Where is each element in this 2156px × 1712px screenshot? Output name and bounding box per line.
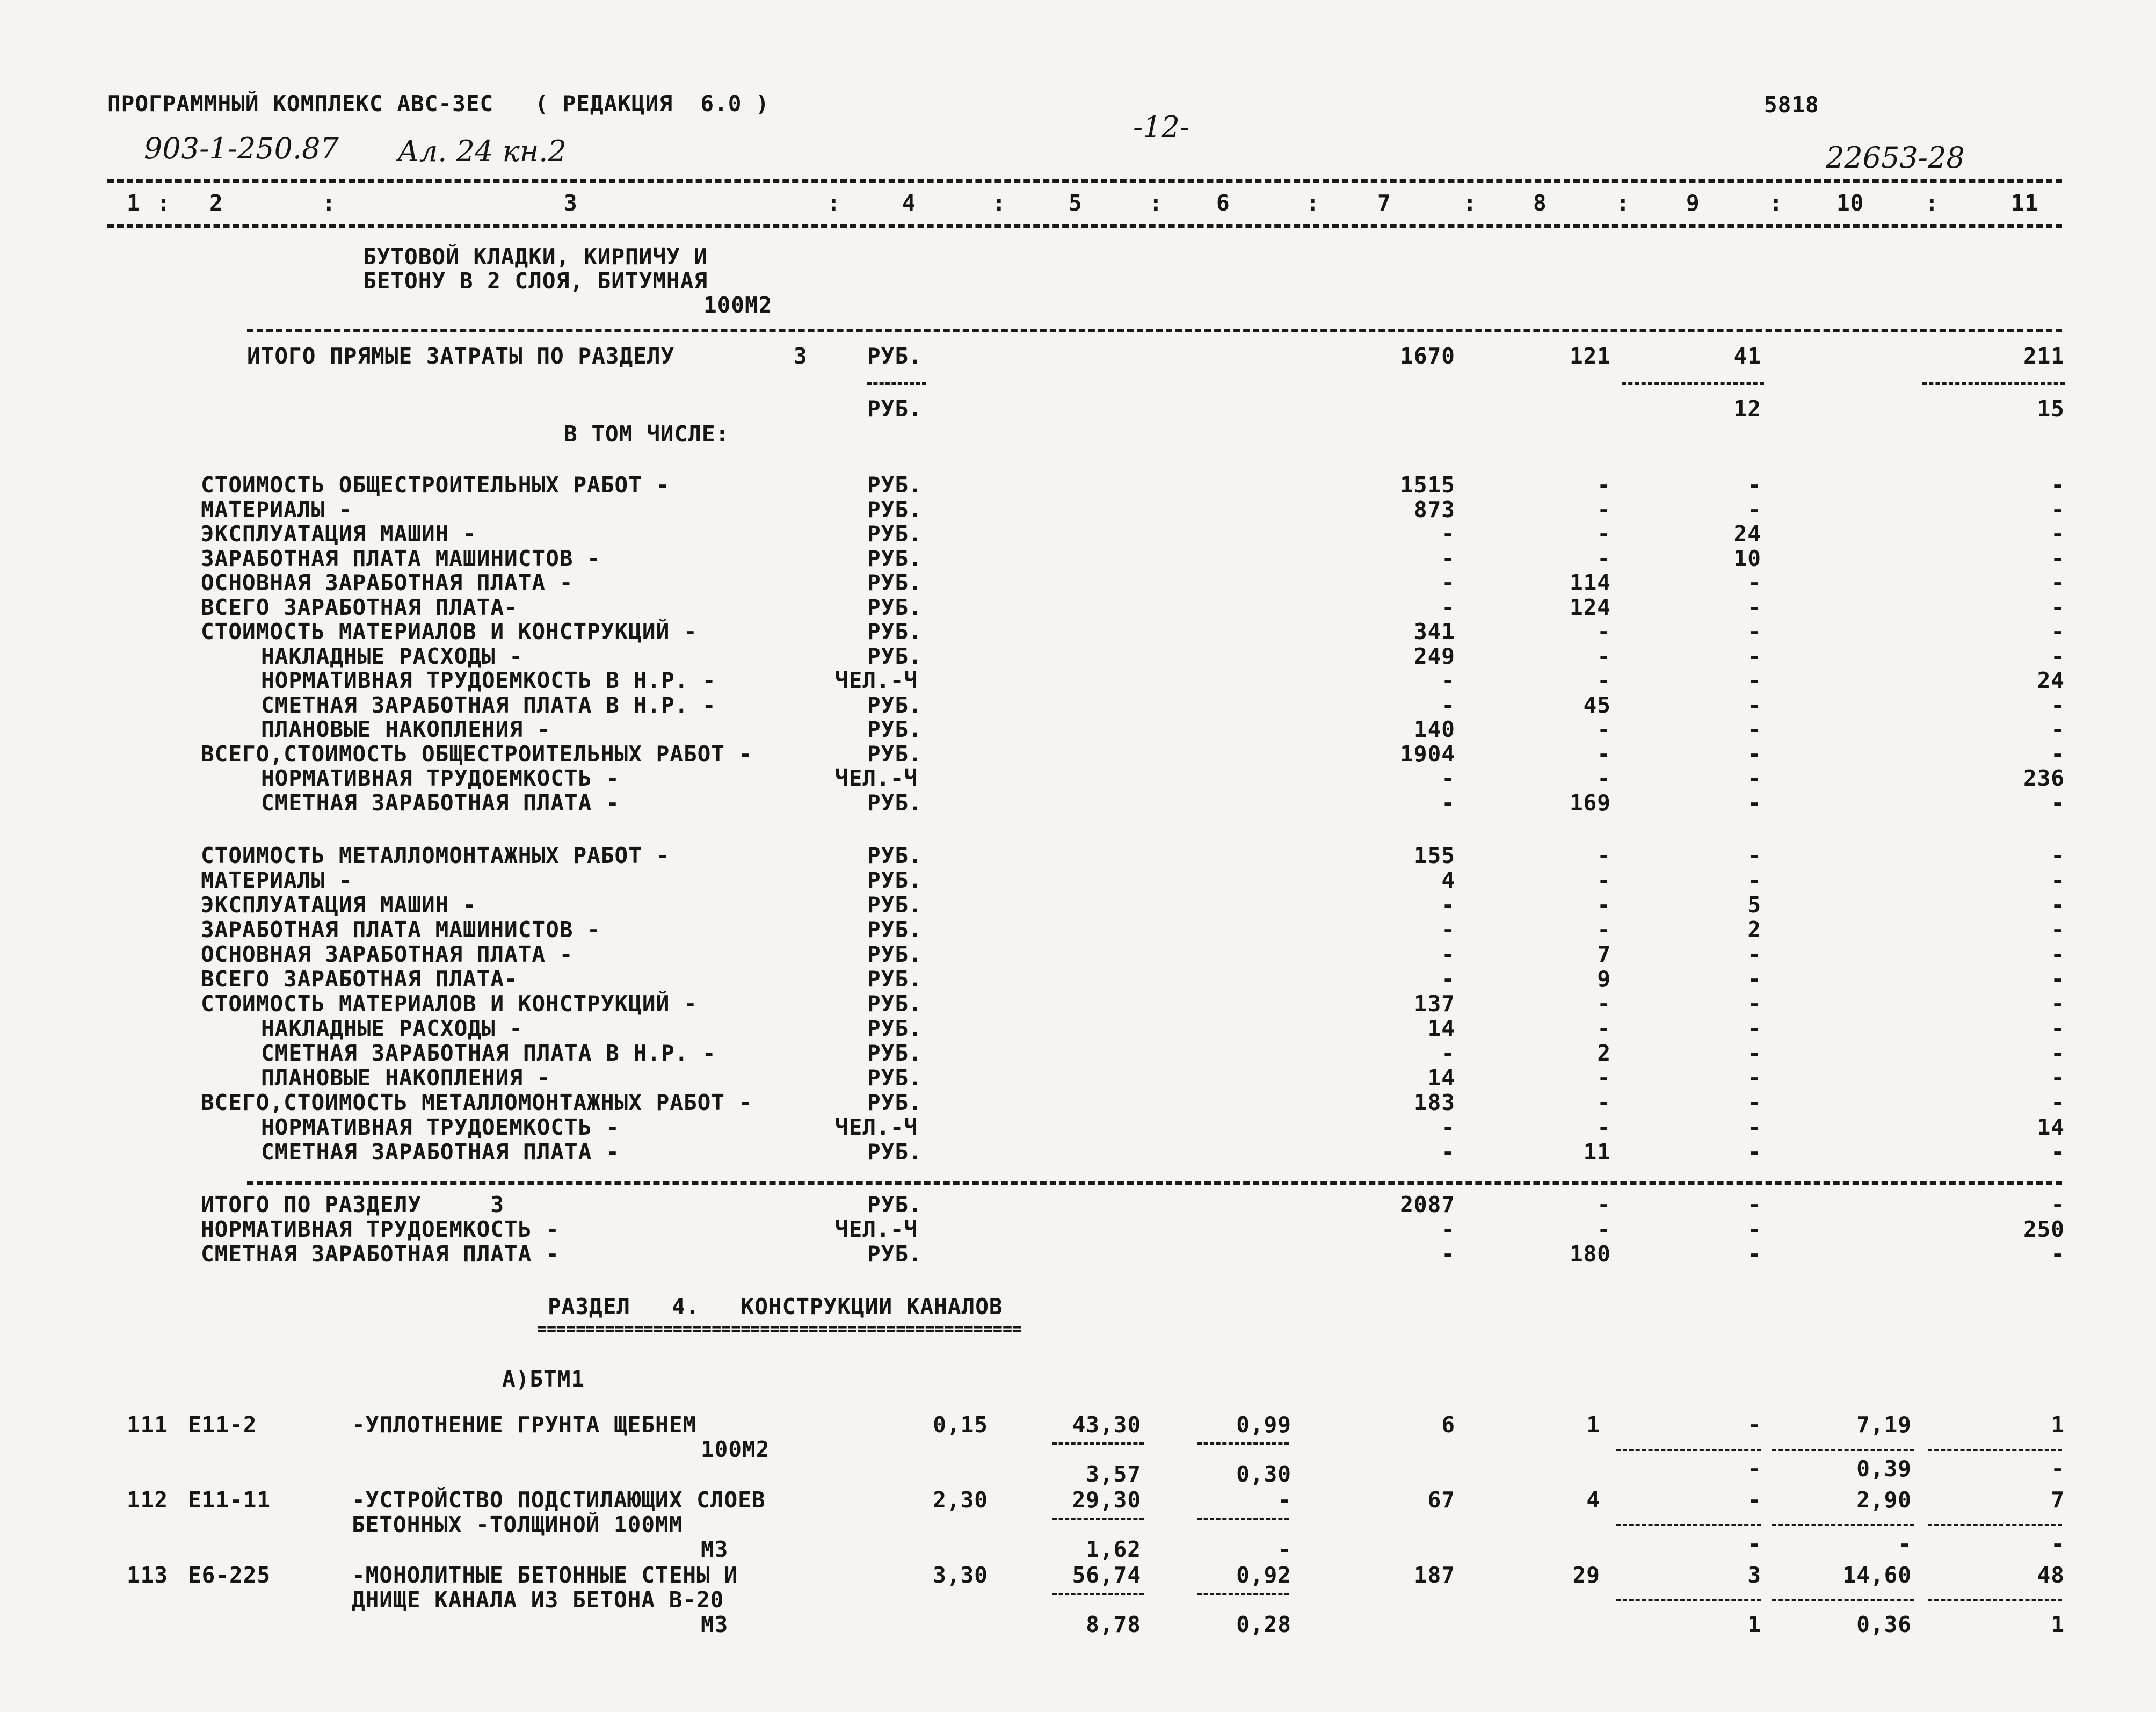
summary-col8: 2 bbox=[1597, 1040, 1611, 1066]
col-header-7: 7 bbox=[1377, 190, 1391, 216]
summary-unit: РУБ. bbox=[867, 496, 923, 523]
summary-col7: - bbox=[1441, 1139, 1455, 1165]
item-name-line: М3 bbox=[701, 1612, 729, 1637]
summary-col11: - bbox=[2051, 1241, 2065, 1267]
summary-col11: 236 bbox=[2023, 765, 2065, 791]
summary-col9: - bbox=[1747, 668, 1761, 693]
summary-col7: 14 bbox=[1427, 1065, 1455, 1091]
summary-col11: - bbox=[2051, 496, 2065, 523]
summary-unit: ЧЕЛ.-Ч bbox=[835, 765, 918, 791]
subtotal-dash bbox=[1197, 1593, 1289, 1595]
summary-col11: - bbox=[2051, 1065, 2065, 1091]
col-sep: : bbox=[1149, 190, 1163, 216]
summary-unit: РУБ. bbox=[867, 472, 923, 498]
summary-col8: - bbox=[1597, 741, 1611, 767]
summary-col11: - bbox=[2051, 966, 2065, 992]
summary-col9: - bbox=[1747, 496, 1761, 523]
summary-col7: - bbox=[1441, 1114, 1455, 1140]
direct-costs-col7: 1670 bbox=[1400, 343, 1455, 369]
unit-underline bbox=[867, 382, 926, 385]
header-rule-bottom bbox=[107, 224, 2062, 228]
item-col10-sub: 0,39 bbox=[1856, 1456, 1912, 1482]
summary-label: СМЕТНАЯ ЗАРАБОТНАЯ ПЛАТА - bbox=[261, 789, 620, 816]
summary-unit: РУБ. bbox=[867, 917, 923, 942]
summary-col8: 9 bbox=[1597, 966, 1611, 992]
item-col6-sub: 0,30 bbox=[1236, 1461, 1291, 1487]
section-total-rule bbox=[247, 1181, 2062, 1185]
summary-col11: - bbox=[2051, 716, 2065, 742]
summary-col9: - bbox=[1747, 1114, 1761, 1140]
summary-label: НОРМАТИВНАЯ ТРУДОЕМКОСТЬ В Н.Р. - bbox=[261, 668, 716, 693]
summary-label: СМЕТНАЯ ЗАРАБОТНАЯ ПЛАТА - bbox=[201, 1241, 560, 1267]
summary-col8: - bbox=[1597, 472, 1611, 498]
subtotal-dash bbox=[1928, 1524, 2062, 1526]
including-heading: В ТОМ ЧИСЛЕ: bbox=[564, 421, 730, 447]
item-col9-sub: - bbox=[1747, 1531, 1761, 1557]
summary-label: СТОИМОСТЬ МАТЕРИАЛОВ И КОНСТРУКЦИЙ - bbox=[201, 619, 698, 644]
summary-label: НАКЛАДНЫЕ РАСХОДЫ - bbox=[261, 643, 523, 669]
summary-unit: РУБ. bbox=[867, 1241, 923, 1267]
summary-label: ПЛАНОВЫЕ НАКОПЛЕНИЯ - bbox=[261, 1065, 551, 1091]
summary-col8: - bbox=[1597, 765, 1611, 791]
item-col9-sub: - bbox=[1747, 1456, 1761, 1482]
summary-col7: - bbox=[1441, 892, 1455, 918]
summary-label: ЭКСПЛУАТАЦИЯ МАШИН - bbox=[201, 521, 477, 547]
summary-unit: РУБ. bbox=[867, 1139, 923, 1165]
summary-unit: РУБ. bbox=[867, 741, 923, 767]
item-col10-sub: - bbox=[1898, 1531, 1912, 1557]
summary-col7: 341 bbox=[1413, 619, 1455, 644]
subtotal-dash bbox=[1052, 1518, 1144, 1520]
summary-unit: РУБ. bbox=[867, 643, 923, 669]
summary-col8: - bbox=[1597, 668, 1611, 693]
summary-col8: - bbox=[1597, 1090, 1611, 1115]
summary-col11: - bbox=[2051, 1040, 2065, 1066]
summary-unit: РУБ. bbox=[867, 892, 923, 918]
summary-col7: - bbox=[1441, 545, 1455, 571]
summary-label: ВСЕГО ЗАРАБОТНАЯ ПЛАТА- bbox=[201, 966, 518, 992]
col-header-1: 1 bbox=[127, 190, 141, 216]
summary-label: ОСНОВНАЯ ЗАРАБОТНАЯ ПЛАТА - bbox=[201, 570, 574, 596]
direct-costs-col9-b: 12 bbox=[1733, 396, 1761, 422]
summary-col7: 873 bbox=[1413, 496, 1455, 523]
col-header-10: 10 bbox=[1836, 190, 1864, 216]
section-4-title: РАЗДЕЛ 4. КОНСТРУКЦИИ КАНАЛОВ bbox=[548, 1294, 1003, 1319]
summary-col7: - bbox=[1441, 692, 1455, 718]
summary-col11: 14 bbox=[2037, 1114, 2065, 1140]
item-col4: 3,30 bbox=[933, 1562, 988, 1588]
item-col7: 6 bbox=[1441, 1412, 1455, 1438]
summary-col7: 2087 bbox=[1400, 1192, 1455, 1217]
item-col5: 29,30 bbox=[1072, 1487, 1141, 1513]
item-col4: 0,15 bbox=[933, 1412, 988, 1438]
summary-col9: - bbox=[1747, 765, 1761, 791]
summary-col11: - bbox=[2051, 1015, 2065, 1041]
summary-label: ЗАРАБОТНАЯ ПЛАТА МАШИНИСТОВ - bbox=[201, 917, 601, 942]
summary-col9: - bbox=[1747, 570, 1761, 596]
summary-col7: - bbox=[1441, 594, 1455, 620]
summary-col7: 140 bbox=[1413, 716, 1455, 742]
item-col11: 1 bbox=[2051, 1412, 2065, 1438]
summary-label: ПЛАНОВЫЕ НАКОПЛЕНИЯ - bbox=[261, 716, 551, 742]
summary-col11: - bbox=[2051, 545, 2065, 571]
summary-col11: - bbox=[2051, 843, 2065, 868]
direct-costs-section: 3 bbox=[794, 343, 808, 369]
summary-col8: - bbox=[1597, 867, 1611, 893]
col-header-2: 2 bbox=[209, 190, 223, 216]
summary-col8: - bbox=[1597, 716, 1611, 742]
summary-col11: - bbox=[2051, 991, 2065, 1017]
summary-label: СТОИМОСТЬ МЕТАЛЛОМОНТАЖНЫХ РАБОТ - bbox=[201, 843, 670, 868]
summary-col9: - bbox=[1747, 991, 1761, 1017]
item-col6: - bbox=[1277, 1487, 1291, 1513]
item-col8: 29 bbox=[1572, 1562, 1600, 1588]
summary-col11: - bbox=[2051, 594, 2065, 620]
item-col7: 67 bbox=[1427, 1487, 1455, 1513]
direct-costs-col8: 121 bbox=[1569, 343, 1611, 369]
summary-col8: 124 bbox=[1569, 594, 1611, 620]
item-col5-sub: 3,57 bbox=[1086, 1461, 1141, 1487]
continuation-line-1: БУТОВОЙ КЛАДКИ, КИРПИЧУ И bbox=[363, 244, 708, 270]
col-sep: : bbox=[827, 190, 841, 216]
summary-col7: - bbox=[1441, 789, 1455, 816]
summary-col8: - bbox=[1597, 843, 1611, 868]
section-4-underline: ================================================== bbox=[537, 1320, 1022, 1339]
item-name-line: -МОНОЛИТНЫЕ БЕТОННЫЕ СТЕНЫ И bbox=[352, 1562, 738, 1588]
summary-col11: - bbox=[2051, 789, 2065, 816]
summary-col8: - bbox=[1597, 545, 1611, 571]
summary-col7: 1515 bbox=[1400, 472, 1455, 498]
item-col11: 7 bbox=[2051, 1487, 2065, 1513]
summary-unit: РУБ. bbox=[867, 1090, 923, 1115]
summary-col11: - bbox=[2051, 570, 2065, 596]
document-code: 5818 bbox=[1764, 92, 1819, 118]
col-sep: : bbox=[1463, 190, 1477, 216]
summary-col11: - bbox=[2051, 1139, 2065, 1165]
item-code: Е11-2 bbox=[188, 1412, 257, 1438]
summary-col8: 169 bbox=[1569, 789, 1611, 816]
summary-unit: РУБ. bbox=[867, 716, 923, 742]
summary-col9: - bbox=[1747, 1015, 1761, 1041]
summary-label: ВСЕГО ЗАРАБОТНАЯ ПЛАТА- bbox=[201, 594, 518, 620]
item-col4: 2,30 bbox=[933, 1487, 988, 1513]
item-col6-sub: 0,28 bbox=[1236, 1612, 1291, 1637]
col-sep: : bbox=[1616, 190, 1630, 216]
summary-unit: РУБ. bbox=[867, 619, 923, 644]
summary-col9: - bbox=[1747, 1241, 1761, 1267]
summary-col11: - bbox=[2051, 941, 2065, 967]
summary-label: НОРМАТИВНАЯ ТРУДОЕМКОСТЬ - bbox=[261, 765, 620, 791]
summary-col9: - bbox=[1747, 789, 1761, 816]
item-col9-sub: 1 bbox=[1747, 1612, 1761, 1637]
summary-col9: - bbox=[1747, 741, 1761, 767]
item-col10: 7,19 bbox=[1856, 1412, 1912, 1438]
summary-col11: - bbox=[2051, 1192, 2065, 1217]
summary-col9: - bbox=[1747, 1090, 1761, 1115]
summary-col8: - bbox=[1597, 1216, 1611, 1242]
continuation-unit: 100М2 bbox=[703, 292, 773, 318]
item-col5-sub: 1,62 bbox=[1086, 1536, 1141, 1562]
item-col11-sub: - bbox=[2051, 1456, 2065, 1482]
item-col5: 56,74 bbox=[1072, 1562, 1141, 1588]
subtotal-dash bbox=[1197, 1442, 1289, 1445]
summary-col11: - bbox=[2051, 521, 2065, 547]
direct-costs-rule bbox=[247, 329, 2062, 332]
summary-col9: - bbox=[1747, 1065, 1761, 1091]
direct-costs-col9: 41 bbox=[1733, 343, 1761, 369]
summary-unit: РУБ. bbox=[867, 789, 923, 816]
summary-col11: - bbox=[2051, 472, 2065, 498]
section-4-subheading: А)БТМ1 bbox=[502, 1366, 585, 1392]
summary-col9: - bbox=[1747, 692, 1761, 718]
item-name-line: ДНИЩЕ КАНАЛА ИЗ БЕТОНА В-20 bbox=[352, 1587, 724, 1613]
direct-costs-unit-2: РУБ. bbox=[867, 396, 923, 422]
summary-unit: РУБ. bbox=[867, 867, 923, 893]
summary-col7: 249 bbox=[1413, 643, 1455, 669]
subtotal-dash bbox=[1928, 1449, 2062, 1451]
summary-col8: - bbox=[1597, 1192, 1611, 1217]
item-col7: 187 bbox=[1413, 1562, 1455, 1588]
summary-col8: - bbox=[1597, 917, 1611, 942]
summary-col7: - bbox=[1441, 941, 1455, 967]
summary-col9: - bbox=[1747, 1040, 1761, 1066]
summary-col8: 11 bbox=[1583, 1139, 1611, 1165]
handwritten-album-number: Ал. 24 кн.2 bbox=[397, 134, 567, 168]
item-number: 111 bbox=[127, 1412, 169, 1438]
summary-col7: - bbox=[1441, 1040, 1455, 1066]
summary-label: ЗАРАБОТНАЯ ПЛАТА МАШИНИСТОВ - bbox=[201, 545, 601, 571]
summary-col7: 183 bbox=[1413, 1090, 1455, 1115]
summary-unit: РУБ. bbox=[867, 545, 923, 571]
summary-unit: РУБ. bbox=[867, 594, 923, 620]
summary-col11: - bbox=[2051, 892, 2065, 918]
summary-label: МАТЕРИАЛЫ - bbox=[201, 496, 353, 523]
summary-col7: - bbox=[1441, 570, 1455, 596]
summary-col8: 114 bbox=[1569, 570, 1611, 596]
item-name-line: -УСТРОЙСТВО ПОДСТИЛАЮЩИХ СЛОЕВ bbox=[352, 1487, 766, 1513]
summary-col8: - bbox=[1597, 1114, 1611, 1140]
summary-col11: - bbox=[2051, 643, 2065, 669]
subtotal-dash bbox=[1616, 1524, 1761, 1526]
summary-col7: - bbox=[1441, 1216, 1455, 1242]
item-col6: 0,92 bbox=[1236, 1562, 1291, 1588]
direct-costs-col11: 211 bbox=[2023, 343, 2065, 369]
col-header-3: 3 bbox=[564, 190, 578, 216]
summary-col9: - bbox=[1747, 716, 1761, 742]
summary-col8: 180 bbox=[1569, 1241, 1611, 1267]
summary-col8: - bbox=[1597, 991, 1611, 1017]
summary-col7: - bbox=[1441, 1241, 1455, 1267]
item-code: Е11-11 bbox=[188, 1487, 271, 1513]
summary-col7: 155 bbox=[1413, 843, 1455, 868]
summary-label: НАКЛАДНЫЕ РАСХОДЫ - bbox=[261, 1015, 523, 1041]
col-header-5: 5 bbox=[1069, 190, 1083, 216]
summary-col11: - bbox=[2051, 867, 2065, 893]
summary-label: МАТЕРИАЛЫ - bbox=[201, 867, 353, 893]
subtotal-dash bbox=[1616, 1599, 1761, 1601]
summary-col9: - bbox=[1747, 472, 1761, 498]
summary-col9: - bbox=[1747, 1216, 1761, 1242]
col-sep: : bbox=[322, 190, 336, 216]
summary-unit: РУБ. bbox=[867, 1040, 923, 1066]
item-col9: - bbox=[1747, 1487, 1761, 1513]
summary-unit: ЧЕЛ.-Ч bbox=[835, 1216, 918, 1242]
subtotal-dash bbox=[1772, 1599, 1914, 1601]
direct-costs-unit: РУБ. bbox=[867, 343, 923, 369]
summary-col9: - bbox=[1747, 1139, 1761, 1165]
item-col10-sub: 0,36 bbox=[1856, 1612, 1912, 1637]
summary-label: СТОИМОСТЬ ОБЩЕСТРОИТЕЛЬНЫХ РАБОТ - bbox=[201, 472, 670, 498]
summary-unit: РУБ. bbox=[867, 966, 923, 992]
item-name-line: БЕТОННЫХ -ТОЛЩИНОЙ 100ММ bbox=[352, 1512, 683, 1537]
summary-col8: - bbox=[1597, 521, 1611, 547]
subtotal-dash bbox=[1772, 1524, 1914, 1526]
item-col6: 0,99 bbox=[1236, 1412, 1291, 1438]
summary-col9: - bbox=[1747, 594, 1761, 620]
item-col9: - bbox=[1747, 1412, 1761, 1438]
item-col5: 43,30 bbox=[1072, 1412, 1141, 1438]
summary-unit: РУБ. bbox=[867, 991, 923, 1017]
item-number: 113 bbox=[127, 1562, 169, 1588]
item-col9: 3 bbox=[1747, 1562, 1761, 1588]
summary-label: ВСЕГО,СТОИМОСТЬ ОБЩЕСТРОИТЕЛЬНЫХ РАБОТ - bbox=[201, 741, 753, 767]
summary-unit: РУБ. bbox=[867, 941, 923, 967]
subtotal-dash bbox=[1772, 1449, 1914, 1451]
item-col8: 4 bbox=[1586, 1487, 1600, 1513]
subtotal-dash bbox=[1052, 1593, 1144, 1595]
program-header: ПРОГРАММНЫЙ КОМПЛЕКС АВС-3ЕС ( РЕДАКЦИЯ 6.0 ) bbox=[107, 91, 770, 117]
summary-label: СТОИМОСТЬ МАТЕРИАЛОВ И КОНСТРУКЦИЙ - bbox=[201, 991, 698, 1017]
summary-col11: - bbox=[2051, 619, 2065, 644]
col-header-4: 4 bbox=[902, 190, 916, 216]
summary-col8: - bbox=[1597, 496, 1611, 523]
summary-col9: - bbox=[1747, 643, 1761, 669]
summary-col9: 5 bbox=[1747, 892, 1761, 918]
summary-col7: - bbox=[1441, 765, 1455, 791]
summary-col7: - bbox=[1441, 668, 1455, 693]
col-sep: : bbox=[992, 190, 1006, 216]
item-name-line: 100М2 bbox=[701, 1437, 770, 1462]
subtotal-dash bbox=[1616, 1449, 1761, 1451]
item-code: Е6-225 bbox=[188, 1562, 271, 1588]
col-sep: : bbox=[1306, 190, 1320, 216]
col-header-8: 8 bbox=[1533, 190, 1547, 216]
summary-col8: - bbox=[1597, 1015, 1611, 1041]
item-name-line: -УПЛОТНЕНИЕ ГРУНТА ЩЕБНЕМ bbox=[352, 1412, 697, 1438]
summary-col8: - bbox=[1597, 619, 1611, 644]
summary-col11: - bbox=[2051, 1090, 2065, 1115]
handwritten-project-number: 903-1-250.87 bbox=[144, 132, 339, 165]
subtotal-dash bbox=[1197, 1518, 1289, 1520]
item-col11: 48 bbox=[2037, 1562, 2065, 1588]
summary-col9: - bbox=[1747, 619, 1761, 644]
summary-col8: - bbox=[1597, 643, 1611, 669]
summary-col11: - bbox=[2051, 917, 2065, 942]
summary-col7: - bbox=[1441, 521, 1455, 547]
page-number: -12- bbox=[1133, 110, 1190, 144]
summary-col9: - bbox=[1747, 966, 1761, 992]
summary-col9: 2 bbox=[1747, 917, 1761, 942]
col-header-11: 11 bbox=[2011, 190, 2039, 216]
summary-col11: - bbox=[2051, 692, 2065, 718]
summary-col8: 7 bbox=[1597, 941, 1611, 967]
item-col11-sub: 1 bbox=[2051, 1612, 2065, 1637]
summary-col7: 14 bbox=[1427, 1015, 1455, 1041]
header-rule-top bbox=[107, 179, 2062, 183]
summary-col8: - bbox=[1597, 892, 1611, 918]
summary-col9: - bbox=[1747, 941, 1761, 967]
summary-label: ВСЕГО,СТОИМОСТЬ МЕТАЛЛОМОНТАЖНЫХ РАБОТ - bbox=[201, 1090, 753, 1115]
col11-underline bbox=[1922, 382, 2065, 385]
summary-col9: 10 bbox=[1733, 545, 1761, 571]
summary-col11: - bbox=[2051, 741, 2065, 767]
summary-unit: РУБ. bbox=[867, 570, 923, 596]
summary-col11: 24 bbox=[2037, 668, 2065, 693]
summary-col11: 250 bbox=[2023, 1216, 2065, 1242]
summary-label: НОРМАТИВНАЯ ТРУДОЕМКОСТЬ - bbox=[201, 1216, 560, 1242]
item-name-line: М3 bbox=[701, 1536, 729, 1562]
col-header-9: 9 bbox=[1686, 190, 1700, 216]
direct-costs-col11-b: 15 bbox=[2037, 396, 2065, 422]
summary-label: ЭКСПЛУАТАЦИЯ МАШИН - bbox=[201, 892, 477, 918]
summary-unit: ЧЕЛ.-Ч bbox=[835, 1114, 918, 1140]
continuation-line-2: БЕТОНУ В 2 СЛОЯ, БИТУМНАЯ bbox=[363, 268, 708, 294]
summary-unit: РУБ. bbox=[867, 1015, 923, 1041]
summary-col8: 45 bbox=[1583, 692, 1611, 718]
summary-col7: 4 bbox=[1441, 867, 1455, 893]
summary-label: ОСНОВНАЯ ЗАРАБОТНАЯ ПЛАТА - bbox=[201, 941, 574, 967]
summary-col9: 24 bbox=[1733, 521, 1761, 547]
summary-col7: 137 bbox=[1413, 991, 1455, 1017]
col-header-6: 6 bbox=[1216, 190, 1230, 216]
summary-col7: - bbox=[1441, 917, 1455, 942]
item-col6-sub: - bbox=[1277, 1536, 1291, 1562]
subtotal-dash bbox=[1928, 1599, 2062, 1601]
summary-label: СМЕТНАЯ ЗАРАБОТНАЯ ПЛАТА - bbox=[261, 1139, 620, 1165]
summary-unit: РУБ. bbox=[867, 1192, 923, 1217]
summary-label: НОРМАТИВНАЯ ТРУДОЕМКОСТЬ - bbox=[261, 1114, 620, 1140]
item-col5-sub: 8,78 bbox=[1086, 1612, 1141, 1637]
col9-underline bbox=[1622, 382, 1764, 385]
item-col8: 1 bbox=[1586, 1412, 1600, 1438]
col-sep: : bbox=[157, 190, 171, 216]
subtotal-dash bbox=[1052, 1442, 1144, 1445]
summary-label: СМЕТНАЯ ЗАРАБОТНАЯ ПЛАТА В Н.Р. - bbox=[261, 692, 716, 718]
summary-label: СМЕТНАЯ ЗАРАБОТНАЯ ПЛАТА В Н.Р. - bbox=[261, 1040, 716, 1066]
summary-unit: ЧЕЛ.-Ч bbox=[835, 668, 918, 693]
handwritten-order-number: 22653-28 bbox=[1826, 141, 1965, 175]
col-sep: : bbox=[1769, 190, 1783, 216]
direct-costs-label: ИТОГО ПРЯМЫЕ ЗАТРАТЫ ПО РАЗДЕЛУ bbox=[247, 343, 675, 369]
summary-col9: - bbox=[1747, 843, 1761, 868]
summary-col9: - bbox=[1747, 867, 1761, 893]
summary-col9: - bbox=[1747, 1192, 1761, 1217]
summary-unit: РУБ. bbox=[867, 692, 923, 718]
summary-unit: РУБ. bbox=[867, 521, 923, 547]
summary-col7: 1904 bbox=[1400, 741, 1455, 767]
summary-unit: РУБ. bbox=[867, 843, 923, 868]
col-sep: : bbox=[1925, 190, 1939, 216]
item-col10: 2,90 bbox=[1856, 1487, 1912, 1513]
item-number: 112 bbox=[127, 1487, 169, 1513]
summary-unit: РУБ. bbox=[867, 1065, 923, 1091]
summary-col7: - bbox=[1441, 966, 1455, 992]
item-col10: 14,60 bbox=[1842, 1562, 1912, 1588]
item-col11-sub: - bbox=[2051, 1531, 2065, 1557]
summary-label: ИТОГО ПО РАЗДЕЛУ 3 bbox=[201, 1192, 505, 1217]
summary-col8: - bbox=[1597, 1065, 1611, 1091]
